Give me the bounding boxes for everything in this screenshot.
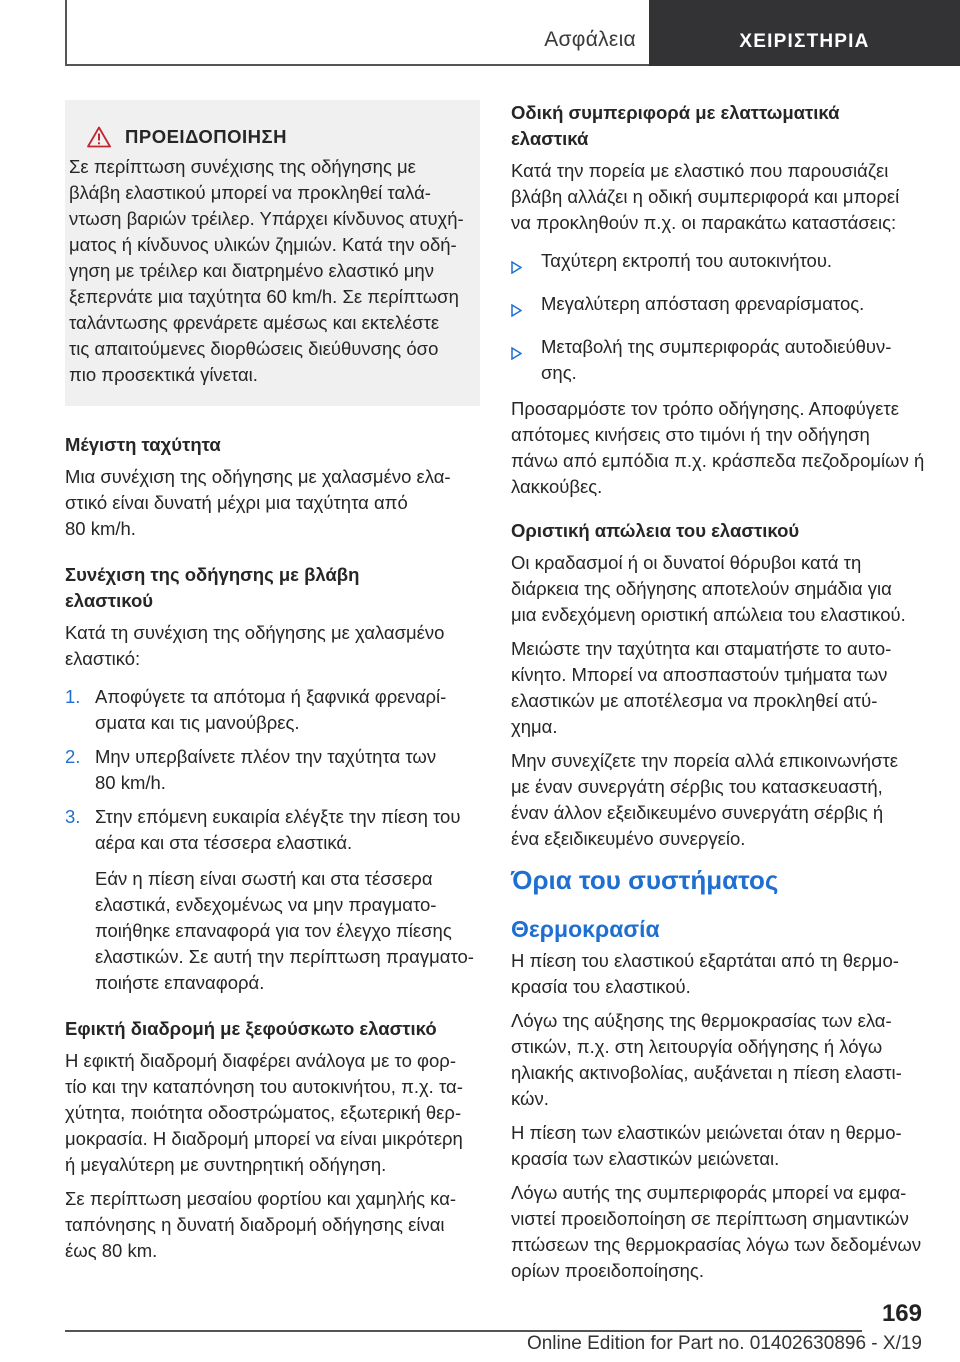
temperature-paragraph-4 <box>511 1180 931 1284</box>
text-line: Οι κραδασμοί ή οι δυνατοί θόρυβοι κατά τη <box>511 552 862 573</box>
header-left-rule <box>65 0 67 66</box>
text-line: ελαστικό: <box>65 648 141 669</box>
text-line: ποιήθηκε επαναφορά για τον έλεγχο πίεσης <box>95 920 452 941</box>
text-line: έναν άλλον εξειδικευμένο συνεργάτη σέρβις ή <box>511 802 884 823</box>
header-bottom-rule <box>65 64 649 66</box>
text-line: σματα και τις μανούβρες. <box>95 712 300 733</box>
text-line: Μειώστε την ταχύτητα και σταματήστε το αυτο- <box>511 638 892 659</box>
text-line: 80 km/h. <box>65 518 136 539</box>
list-item <box>511 334 931 386</box>
text-line: τις απαιτούμενες διορθώσεις διεύθυνσης όσο <box>69 338 439 359</box>
text-line: ξεπερνάτε μια ταχύτητα 60 km/h. Σε περίπτωση <box>69 286 459 307</box>
temperature-paragraph-3 <box>511 1120 931 1172</box>
text-line: έως 80 km. <box>65 1240 158 1261</box>
range-heading: Εφικτή διαδρομή με ξεφούσκωτο ελαστικό <box>65 1018 437 1039</box>
continue-driving-heading: ελαστικού <box>65 590 154 611</box>
defective-behavior-outro <box>511 396 931 500</box>
text-line: μοκρασία. Η διαδρομή μπορεί να είναι μικρότερη <box>65 1128 463 1149</box>
step-3-note <box>95 866 480 996</box>
system-limits-section <box>511 864 931 1284</box>
continue-driving-section <box>65 562 480 996</box>
text-line: πτώσεων της θερμοκρασίας λόγω των δεδομένων <box>511 1234 922 1255</box>
list-item <box>511 291 931 324</box>
triangle-right-icon <box>511 347 522 360</box>
text-line: ορίων προειδοποίησης. <box>511 1260 704 1281</box>
temperature-paragraph-1 <box>511 948 931 1000</box>
defective-behavior-heading: ελαστικά <box>511 128 589 149</box>
list-item <box>65 684 480 736</box>
range-paragraph-2 <box>65 1186 480 1264</box>
text-line: ελαστικών με αποτέλεσμα να προκληθεί ατύ- <box>511 690 878 711</box>
text-line: κρασία του ελαστικού. <box>511 976 691 997</box>
warning-text <box>69 154 468 388</box>
text-line: μια ενδεχόμενη οριστική απώλεια του ελαστικού. <box>511 604 906 625</box>
step-number: 3. <box>65 806 81 827</box>
system-limits-heading: Όρια του συστήματος <box>511 865 779 895</box>
effects-list <box>511 248 931 386</box>
range-paragraph-1 <box>65 1048 480 1178</box>
text-line: λακκούβες. <box>511 476 603 497</box>
text-line: ποιήστε επαναφορά. <box>95 972 265 993</box>
text-line: Προσαρμόστε τον τρόπο οδήγησης. Αποφύγετε <box>511 398 899 419</box>
step-number: 1. <box>65 686 81 707</box>
text-line: κίνητο. Μπορεί να αποσπαστούν τμήματα των <box>511 664 888 685</box>
tire-loss-paragraph-2 <box>511 636 931 740</box>
text-line: στικών, π.χ. στη λειτουργία οδήγησης ή λόγω <box>511 1036 883 1057</box>
text-line: Κατά τη συνέχιση της οδήγησης με χαλασμένο <box>65 622 445 643</box>
text-line: Κατά την πορεία με ελαστικό που παρουσιάζει <box>511 160 889 181</box>
text-line: Σε περίπτωση μεσαίου φορτίου και χαμηλής κα- <box>65 1188 457 1209</box>
text-line: τίο και την καταπόνηση του αυτοκινήτου, π.χ. τα- <box>65 1076 463 1097</box>
text-line: ένα εξειδικευμένο συνεργείο. <box>511 828 746 849</box>
text-line: ντωση βαριών τρέιλερ. Υπάρχει κίνδυνος ατυχή- <box>69 208 464 229</box>
text-line: ελαστικά, ενδεχομένως να μην πραγματο- <box>95 894 437 915</box>
text-line: χημα. <box>511 716 558 737</box>
text-line: Η πίεση των ελαστικών μειώνεται όταν η θερμο- <box>511 1122 902 1143</box>
text-line: ελαστικών. Σε αυτή την περίπτωση πραγματο- <box>95 946 474 967</box>
triangle-right-icon <box>511 304 522 317</box>
continue-driving-heading: Συνέχιση της οδήγησης με βλάβη <box>65 564 360 585</box>
temperature-paragraph-2 <box>511 1008 931 1112</box>
temperature-heading: Θερμοκρασία <box>511 916 660 942</box>
text-line: πιο προσεκτικά γίνεται. <box>69 364 258 385</box>
footer-edition: Online Edition for Part no. 01402630896 - X/19 <box>526 1333 922 1354</box>
text-line: Μια συνέχιση της οδήγησης με χαλασμένο ελα- <box>65 466 451 487</box>
text-line: ηλιακής ακτινοβολίας, αυξάνεται η πίεση ελαστι- <box>511 1062 902 1083</box>
warning-header <box>87 126 468 148</box>
text-line: ταλάντωσης φρενάρετε αμέσως και εκτελέστε <box>69 312 440 333</box>
page-header <box>0 0 960 66</box>
defective-behavior-section <box>511 100 931 500</box>
tire-loss-paragraph-3 <box>511 748 931 852</box>
tire-loss-paragraph-1 <box>511 550 931 628</box>
text-line: Λόγω αυτής της συμπεριφοράς μπορεί να εμφα- <box>511 1182 907 1203</box>
text-line: στικό είναι δυνατή μέχρι μια ταχύτητα από <box>65 492 408 513</box>
text-line: 80 km/h. <box>95 772 166 793</box>
text-line: Μεγαλύτερη απόσταση φρεναρίσματος. <box>541 293 865 314</box>
list-item <box>65 804 480 856</box>
warning-box <box>65 100 480 406</box>
text-line: Μεταβολή της συμπεριφοράς αυτοδιεύθυν- <box>541 336 892 357</box>
range-section <box>65 1016 480 1264</box>
defective-behavior-heading: Οδική συμπεριφορά με ελαττωματικά <box>511 102 840 123</box>
max-speed-heading: Μέγιστη ταχύτητα <box>65 434 221 455</box>
text-line: Η πίεση του ελαστικού εξαρτάται από τη θερμο- <box>511 950 899 971</box>
defective-behavior-intro <box>511 158 931 236</box>
text-line: Εάν η πίεση είναι σωστή και στα τέσσερα <box>95 868 433 889</box>
header-chapter-tab: ΧΕΙΡΙΣΤΗΡΙΑ <box>649 0 960 66</box>
text-line: διάρκεια της οδήγησης αποτελούν σημάδια για <box>511 578 892 599</box>
text-line: κρασία των ελαστικών μειώνεται. <box>511 1148 780 1169</box>
page-number: 169 <box>881 1300 922 1327</box>
text-line: κών. <box>511 1088 549 1109</box>
text-line: Μην συνεχίζετε την πορεία αλλά επικοινωνήστε <box>511 750 899 771</box>
text-line: βλάβη αλλάζει η οδική συμπεριφορά και μπορεί <box>511 186 900 207</box>
text-line: βλάβη ελαστικού μπορεί να προκληθεί ταλά- <box>69 182 431 203</box>
warning-triangle-icon <box>87 126 111 148</box>
text-line: να προκληθούν π.χ. οι παρακάτω καταστάσεις: <box>511 212 897 233</box>
text-line: Η εφικτή διαδρομή διαφέρει ανάλογα με το φορ- <box>65 1050 456 1071</box>
list-item <box>65 744 480 796</box>
warning-title: ΠΡΟΕΙΔΟΠΟΙΗΣΗ <box>125 126 287 147</box>
text-line: νιστεί προειδοποίηση σε περίπτωση σημαντικών <box>511 1208 909 1229</box>
text-line: σης. <box>541 362 577 383</box>
tire-loss-section <box>511 518 931 852</box>
header-section-title: Ασφάλεια <box>544 28 636 51</box>
footer-rule <box>65 1330 862 1332</box>
text-line: Ταχύτερη εκτροπή του αυτοκινήτου. <box>541 250 833 271</box>
left-column <box>65 100 480 1264</box>
right-column <box>511 100 931 1284</box>
max-speed-section <box>65 432 480 542</box>
max-speed-paragraph <box>65 464 480 542</box>
text-line: γηση με τρέιλερ και διατρημένο ελαστικό μην <box>69 260 434 281</box>
continue-driving-intro <box>65 620 480 672</box>
step-number: 2. <box>65 746 81 767</box>
text-line: ταπόνησης η δυνατή διαδρομή οδήγησης είναι <box>65 1214 445 1235</box>
text-line: με έναν συνεργάτη σέρβις του κατασκευαστή, <box>511 776 883 797</box>
tire-loss-heading: Οριστική απώλεια του ελαστικού <box>511 520 800 541</box>
text-line: Λόγω της αύξησης της θερμοκρασίας των ελα- <box>511 1010 892 1031</box>
text-line: απότομες κινήσεις στο τιμόνι ή την οδήγηση <box>511 424 870 445</box>
triangle-right-icon <box>511 261 522 274</box>
steps-list <box>65 684 480 856</box>
text-line: Σε περίπτωση συνέχισης της οδήγησης με <box>69 156 416 177</box>
text-line: ματος ή κίνδυνος υλικών ζημιών. Κατά την οδή- <box>69 234 457 255</box>
list-item <box>511 248 931 281</box>
text-line: αέρα και στα τέσσερα ελαστικά. <box>95 832 353 853</box>
text-line: ή μεγαλύτερη με συντηρητική οδήγηση. <box>65 1154 387 1175</box>
text-line: Στην επόμενη ευκαιρία ελέγξτε την πίεση του <box>95 806 461 827</box>
text-line: πάνω από εμπόδια π.χ. κράσπεδα πεζοδρομίων ή <box>511 450 925 471</box>
text-line: Μην υπερβαίνετε πλέον την ταχύτητα των <box>95 746 437 767</box>
text-line: Αποφύγετε τα απότομα ή ξαφνικά φρεναρί- <box>95 686 447 707</box>
text-line: χύτητα, ποιότητα οδοστρώματος, εξωτερική θερ- <box>65 1102 462 1123</box>
